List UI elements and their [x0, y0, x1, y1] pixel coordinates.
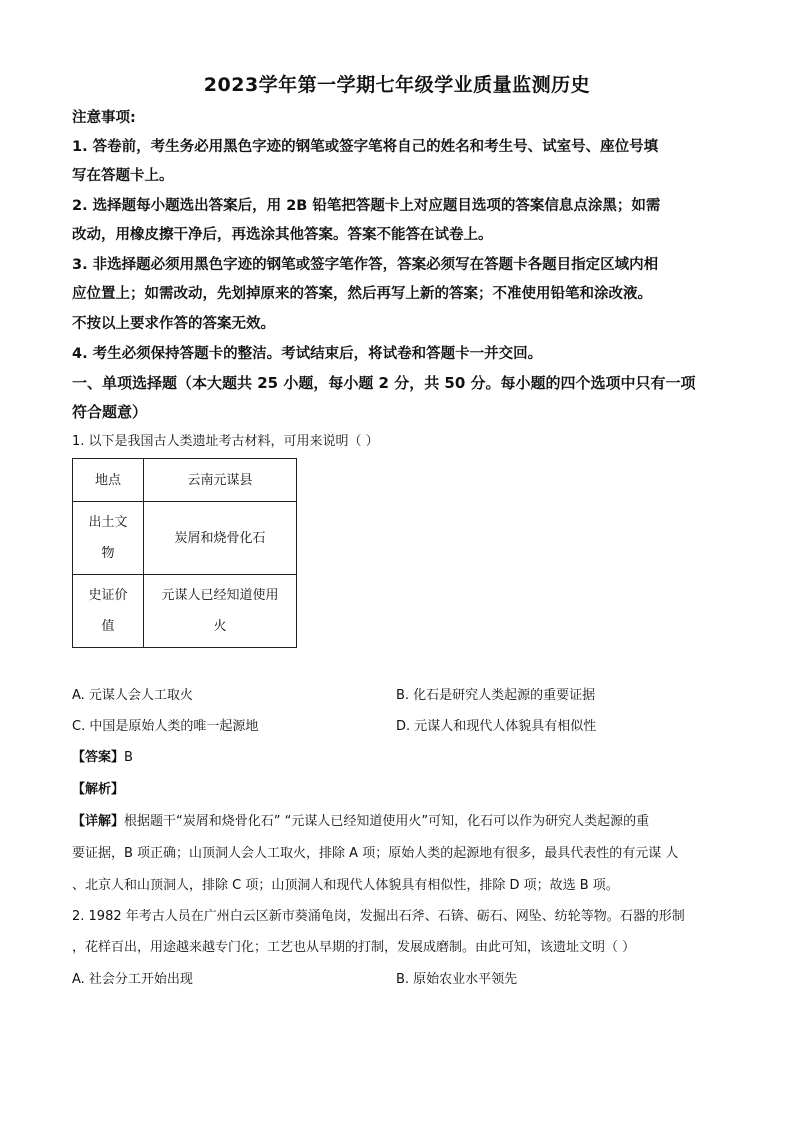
- table-cell: 地点: [73, 459, 144, 502]
- table-cell-line: 出土文: [88, 515, 128, 530]
- table-cell: [73, 575, 144, 648]
- notice-item-1-line-1: 1. 答卷前，考生务必用黑色字迹的钢笔或签字笔将自己的姓名和考生号、试室号、座位号填: [72, 139, 659, 155]
- section-heading-line-2: 符合题意）: [72, 403, 148, 421]
- notice-heading: 注意事项:: [72, 110, 136, 126]
- question-1-option-d: D. 元谋人和现代人体貌具有相似性: [396, 719, 597, 734]
- table-cell: [73, 502, 144, 575]
- question-1-option-a: A. 元谋人会人工取火: [72, 688, 193, 703]
- question-1-option-c: C. 中国是原始人类的唯一起源地: [72, 719, 259, 734]
- question-1-stem: 1. 以下是我国古人类遗址考古材料，可用来说明（ ）: [72, 434, 379, 449]
- table-cell-line: 火: [213, 619, 227, 634]
- section-heading-line-1: 一、单项选择题（本大题共 25 小题，每小题 2 分，共 50 分。每小题的四个选项中只有一项: [72, 374, 696, 392]
- question-1-analysis-label: 【解析】: [72, 782, 125, 797]
- notice-item-1-line-2: 写在答题卡上。: [72, 168, 174, 184]
- page-title: 2023学年第一学期七年级学业质量监测历史: [203, 74, 591, 96]
- answer-value: B: [124, 750, 133, 765]
- detail-label: 【详解】: [72, 814, 125, 829]
- table-cell: 炭屑和烧骨化石: [144, 502, 297, 575]
- question-2-option-a: A. 社会分工开始出现: [72, 972, 193, 987]
- question-1-detail-line-3: 、北京人和山顶洞人，排除 C 项；山顶洞人和现代人体貌具有相似性，排除 D 项；故选 B 项。: [72, 878, 619, 893]
- table-row: [73, 459, 297, 502]
- question-2-option-b: B. 原始农业水平领先: [396, 972, 518, 987]
- question-2-stem-line-2: ，花样百出，用途越来越专门化；工艺也从早期的打制，发展成磨制。由此可知，该遗址文明（ ）: [72, 940, 636, 955]
- question-1-answer: [72, 748, 732, 768]
- table-cell-line: 物: [101, 546, 115, 561]
- notice-item-4: 4. 考生必须保持答题卡的整洁。考试结束后，将试卷和答题卡一并交回。: [72, 346, 543, 362]
- question-1-detail-line-1: [72, 812, 732, 832]
- question-1-table: [72, 458, 297, 648]
- notice-item-2-line-1: 2. 选择题每小题选出答案后，用 2B 铅笔把答题卡上对应题目选项的答案信息点涂黑；如需: [72, 198, 661, 214]
- question-1-option-b: B. 化石是研究人类起源的重要证据: [396, 688, 596, 703]
- table-cell: [144, 575, 297, 648]
- notice-item-3-line-1: 3. 非选择题必须用黑色字迹的钢笔或签字笔作答，答案必须写在答题卡各题目指定区域内相: [72, 257, 659, 273]
- table-cell-line: 史证价: [88, 588, 128, 603]
- table-cell-line: 值: [101, 619, 115, 634]
- detail-text: 根据题干“炭屑和烧骨化石” “元谋人已经知道使用火”可知，化石可以作为研究人类起源的重: [124, 814, 650, 829]
- question-1-detail-line-2: 要证据，B 项正确；山顶洞人会人工取火，排除 A 项；原始人类的起源地有很多，最具代表性的有元谋 人: [72, 846, 679, 861]
- notice-item-3-line-2: 应位置上；如需改动，先划掉原来的答案，然后再写上新的答案；不准使用铅笔和涂改液。: [72, 286, 652, 302]
- notice-item-3-line-3: 不按以上要求作答的答案无效。: [72, 316, 275, 332]
- question-2-stem-line-1: 2. 1982 年考古人员在广州白云区新市葵涌龟岗，发掘出石斧、石锛、砺石、网坠、纺轮等物。石器的形制: [72, 909, 685, 924]
- table-cell-line: 元谋人已经知道使用: [161, 588, 279, 603]
- table-row: [73, 502, 297, 575]
- notice-item-2-line-2: 改动，用橡皮擦干净后，再选涂其他答案。答案不能答在试卷上。: [72, 227, 493, 243]
- table-row: [73, 575, 297, 648]
- table-cell: 云南元谋县: [144, 459, 297, 502]
- answer-label: 【答案】: [72, 750, 125, 765]
